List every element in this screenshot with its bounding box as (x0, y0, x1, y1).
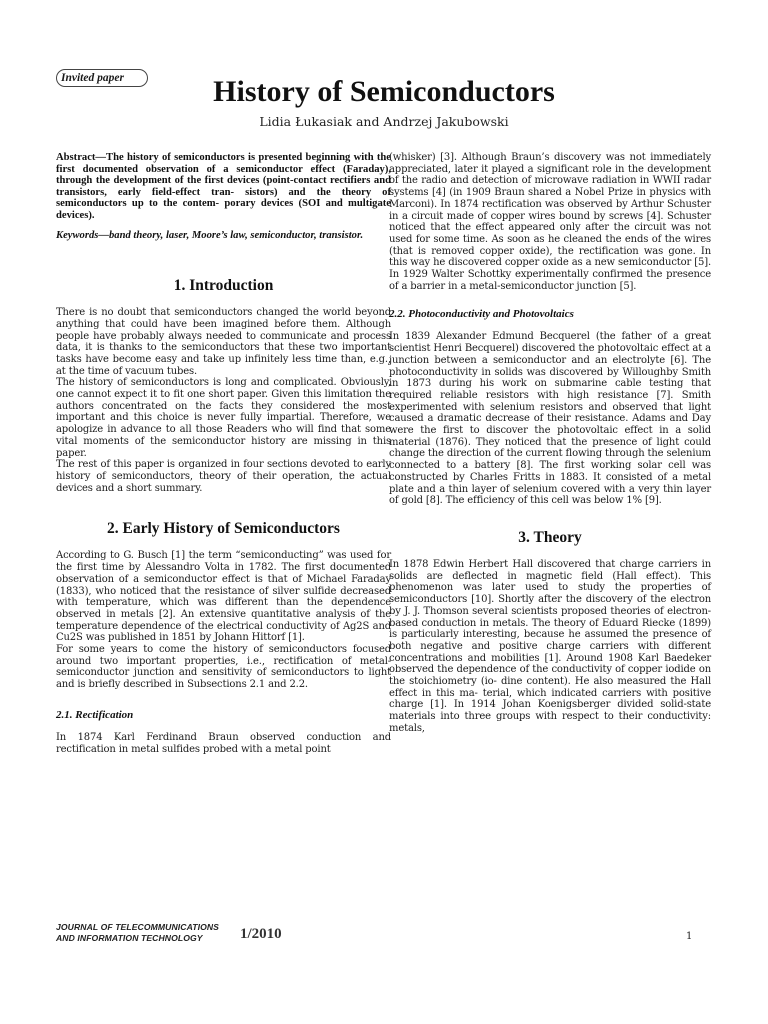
rectification-paragraph-continued: (whisker) [3]. Although Braun’s discovery was not immediately appreciated, later it played a significant role in the development of the radio and detection of microwave radiation in WWII radar systems [4] (in 1909 Braun shared a Nobel Prize in physics with Marconi). In 1874 rectification was observed by Arthur Schuster in a circuit made of copper wires bound by screws [4]. Schuster noticed that the effect appeared only after the circuit was not used for some time. As soon as he cleaned the ends of the wires (that is removed copper oxide), the rectification was gone. In this way he discovered copper oxide as a new semiconductor [5]. In 1929 Walter Schottky experimentally confirmed the presence of a barrier in a metal-semiconductor junction [5]. (389, 152, 711, 292)
journal-name-line-1: JOURNAL OF TELECOMMUNICATIONS (56, 922, 219, 932)
paper-authors: Lidia Łukasiak and Andrzej Jakubowski (259, 114, 509, 129)
paper-title: History of Semiconductors (213, 75, 555, 108)
keywords: Keywords—band theory, laser, Moore’s law, semiconductor, transistor. (56, 229, 364, 241)
abstract: Abstract—The history of semiconductors is presented beginning with the first documented observation of a semiconductor effect (Faraday), through the development of the first devices (point-contact rectifiers and transistors, early field-effect tran- sistors) and the theory of semiconductors up to the contem- porary devices (SOI and multigate devices). (56, 152, 391, 221)
journal-name (56, 922, 256, 943)
theory-paragraph: In 1878 Edwin Herbert Hall discovered that charge carriers in solids are deflected in magnetic field (Hall effect). This phenomenon was later used to study the properties of semiconductors [10]. Shortly after the discovery of the electron by J. J. Thomson several scientists proposed theories of electron-based conduction in metals. The theory of Eduard Riecke (1899) is particularly interesting, because he assumed the presence of both negative and positive charge carriers with different concentrations and mobilities [1]. Around 1908 Karl Baedeker observed the dependence of the conductivity of copper iodide on the stoichiometry (io- dine content). He also measured the Hall effect in this ma- terial, which indicated carriers with positive charge [1]. In 1914 Johan Koenigsberger divided solid-state materials into three groups with respect to their conductivity: metals, (389, 558, 711, 734)
early-paragraph-2: For some years to come the history of semiconductors focused around two important properties, i.e., rectification of metal-semiconductor junction and sensitivity of semiconductors to light and is briefly described in Subsections 2.1 and 2.2. (56, 644, 391, 691)
subsection-heading-rectification: 2.1. Rectification (56, 708, 134, 721)
invited-paper-badge: Invited paper (56, 69, 148, 87)
early-paragraph-1: According to G. Busch [1] the term “semiconducting” was used for the first time by Alessandro Volta in 1782. The first documented observation of a semiconductor effect is that of Michael Faraday (1833), who noticed that the resistance of silver sulfide decreased with temperature, which was different than the dependence observed in metals [2]. An extensive quantitative analysis of the temperature dependence of the electrical conductivity of Ag2S and Cu2S was published in 1851 by Johann Hittorf [1]. (56, 550, 391, 644)
intro-paragraph-2: The history of semiconductors is long and complicated. Obviously, one cannot expect it to fit one short paper. Given this limitation the authors concentrated on the facts they considered the most important and this choice is never fully impartial. Therefore, we apologize in advance to all those Readers who will find that some vital moments of the semiconductor history are missing in this paper. (56, 377, 391, 459)
photoconductivity-paragraph: In 1839 Alexander Edmund Becquerel (the father of a great scientist Henri Becquerel) discovered the photovoltaic effect at a junction between a semiconductor and an electrolyte [6]. The photoconductivity in solids was discovered by Willoughby Smith in 1873 during his work on submarine cable testing that required reliable resistors with high resistance [7]. Smith experimented with selenium resistors and observed that light caused a dramatic decrease of their resistance. Adams and Day were the first to discover the photovoltaic effect in a solid material (1876). They noticed that the presence of light could change the direction of the current flowing through the selenium connected to a battery [8]. The first working solar cell was constructed by Charles Fritts in 1883. It consisted of a metal plate and a thin layer of selenium covered with a very thin layer of gold [8]. The efficiency of this cell was below 1% [9]. (389, 331, 711, 507)
page-number: 1 (686, 931, 693, 942)
section-heading-theory: 3. Theory (518, 528, 582, 546)
left-column (56, 152, 391, 755)
subsection-heading-photoconductivity: 2.2. Photoconductivity and Photovoltaics (389, 308, 574, 321)
right-column (389, 152, 711, 735)
intro-paragraph-1: There is no doubt that semiconductors changed the world beyond anything that could have been imagined before them. Although people have probably always needed to communicate and process data, it is thanks to the semiconductors that these two important tasks have become easy and take up infinitely less time than, e.g., at the time of vacuum tubes. (56, 307, 391, 377)
intro-paragraph-3: The rest of this paper is organized in four sections devoted to early history of semiconductors, theory of their operation, the actual devices and a short summary. (56, 459, 391, 494)
section-heading-introduction: 1. Introduction (173, 277, 274, 295)
section-heading-early-history: 2. Early History of Semiconductors (107, 520, 340, 538)
journal-name-line-2: AND INFORMATION TECHNOLOGY (56, 932, 203, 943)
issue-number: 1/2010 (240, 926, 282, 942)
rectification-paragraph-start: In 1874 Karl Ferdinand Braun observed conduction and rectification in metal sulfides probed with a metal point (56, 731, 391, 755)
